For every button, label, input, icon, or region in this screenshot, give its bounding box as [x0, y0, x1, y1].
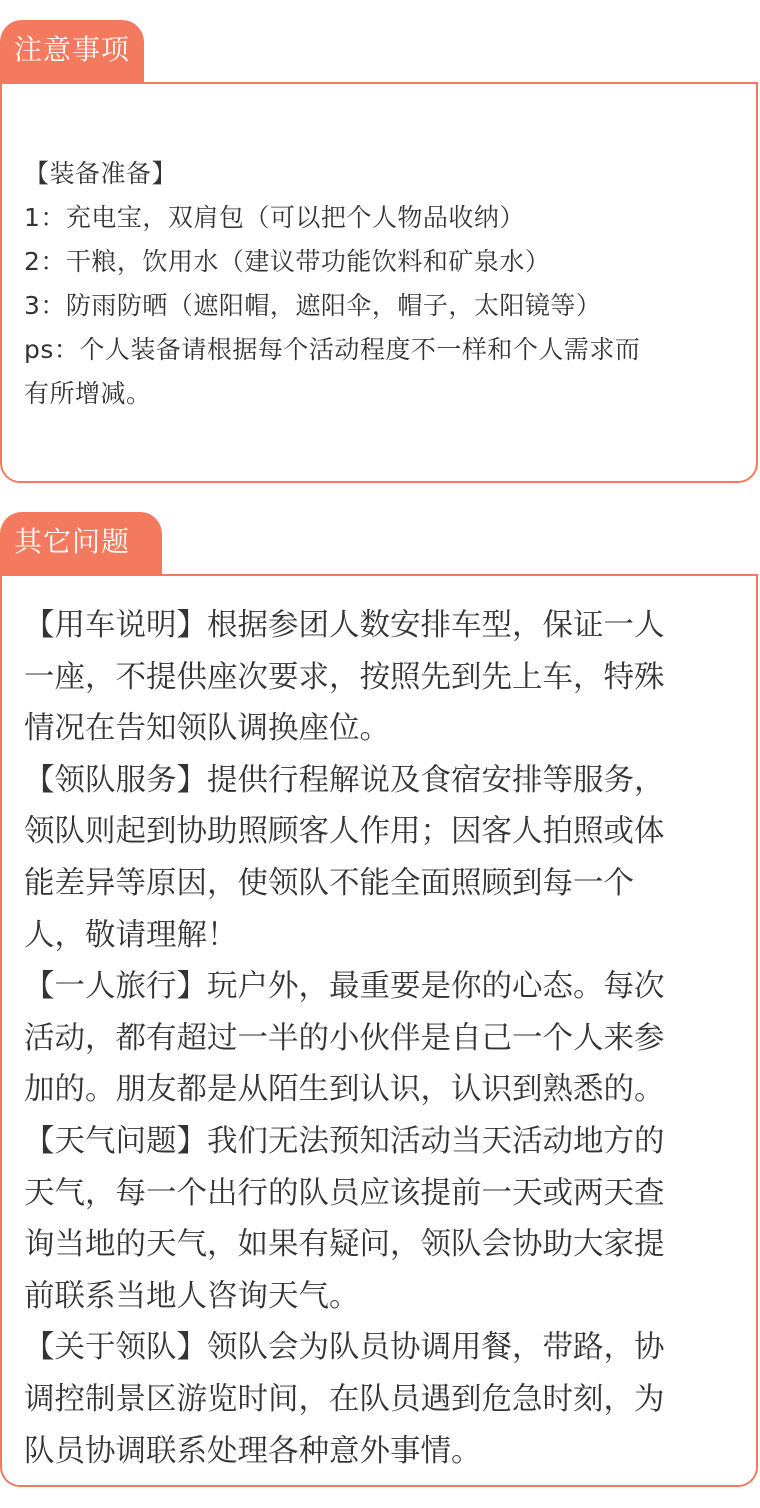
notes-line: 有所增减。 — [24, 379, 152, 408]
notes-section — [0, 20, 760, 485]
other-line: 调控制景区游览时间，在队员遇到危急时刻，为 — [24, 1381, 665, 1417]
other-line: 情况在告知领队调换座位。 — [24, 711, 390, 747]
other-line: 领队则起到协助照顾客人作用；因客人拍照或体 — [24, 814, 665, 850]
notes-line: 3：防雨防晒（遮阳帽，遮阳伞，帽子，太阳镜等） — [24, 291, 602, 320]
other-line: 队员协调联系处理各种意外事情。 — [24, 1433, 482, 1469]
notes-content-box — [0, 82, 758, 483]
other-line: 【领队服务】提供行程解说及食宿安排等服务， — [24, 762, 665, 798]
other-line: 一座，不提供座次要求，按照先到先上车，特殊 — [24, 659, 665, 695]
other-line: 询当地的天气，如果有疑问，领队会协助大家提 — [24, 1227, 665, 1263]
other-line: 加的。朋友都是从陌生到认识，认识到熟悉的。 — [24, 1072, 665, 1108]
other-line: 天气，每一个出行的队员应该提前一天或两天查 — [24, 1175, 665, 1211]
other-line: 【关于领队】领队会为队员协调用餐，带路，协 — [24, 1330, 665, 1366]
other-questions-content — [2, 576, 756, 1477]
other-line: 能差异等原因，使领队不能全面照顾到每一个 — [24, 865, 634, 901]
other-line: 人，敬请理解！ — [24, 917, 238, 953]
notes-line: 【装备准备】 — [24, 159, 178, 188]
notes-line: 1：充电宝，双肩包（可以把个人物品收纳） — [24, 203, 525, 232]
notes-line: ps：个人装备请根据每个活动程度不一样和个人需求而 — [24, 335, 641, 364]
notes-title-tab: 注意事项 — [0, 20, 144, 82]
notes-line: 2：干粮，饮用水（建议带功能饮料和矿泉水） — [24, 247, 551, 276]
other-questions-section — [0, 512, 760, 1492]
other-line: 【一人旅行】玩户外，最重要是你的心态。每次 — [24, 969, 665, 1005]
other-questions-title-tab: 其它问题 — [0, 512, 162, 574]
notes-content — [2, 84, 756, 416]
other-line: 前联系当地人咨询天气。 — [24, 1278, 360, 1314]
other-line: 【用车说明】根据参团人数安排车型，保证一人 — [24, 608, 665, 643]
other-line: 【天气问题】我们无法预知活动当天活动地方的 — [24, 1123, 665, 1159]
other-line: 活动，都有超过一半的小伙伴是自己一个人来参 — [24, 1020, 665, 1056]
other-questions-content-box — [0, 574, 758, 1487]
